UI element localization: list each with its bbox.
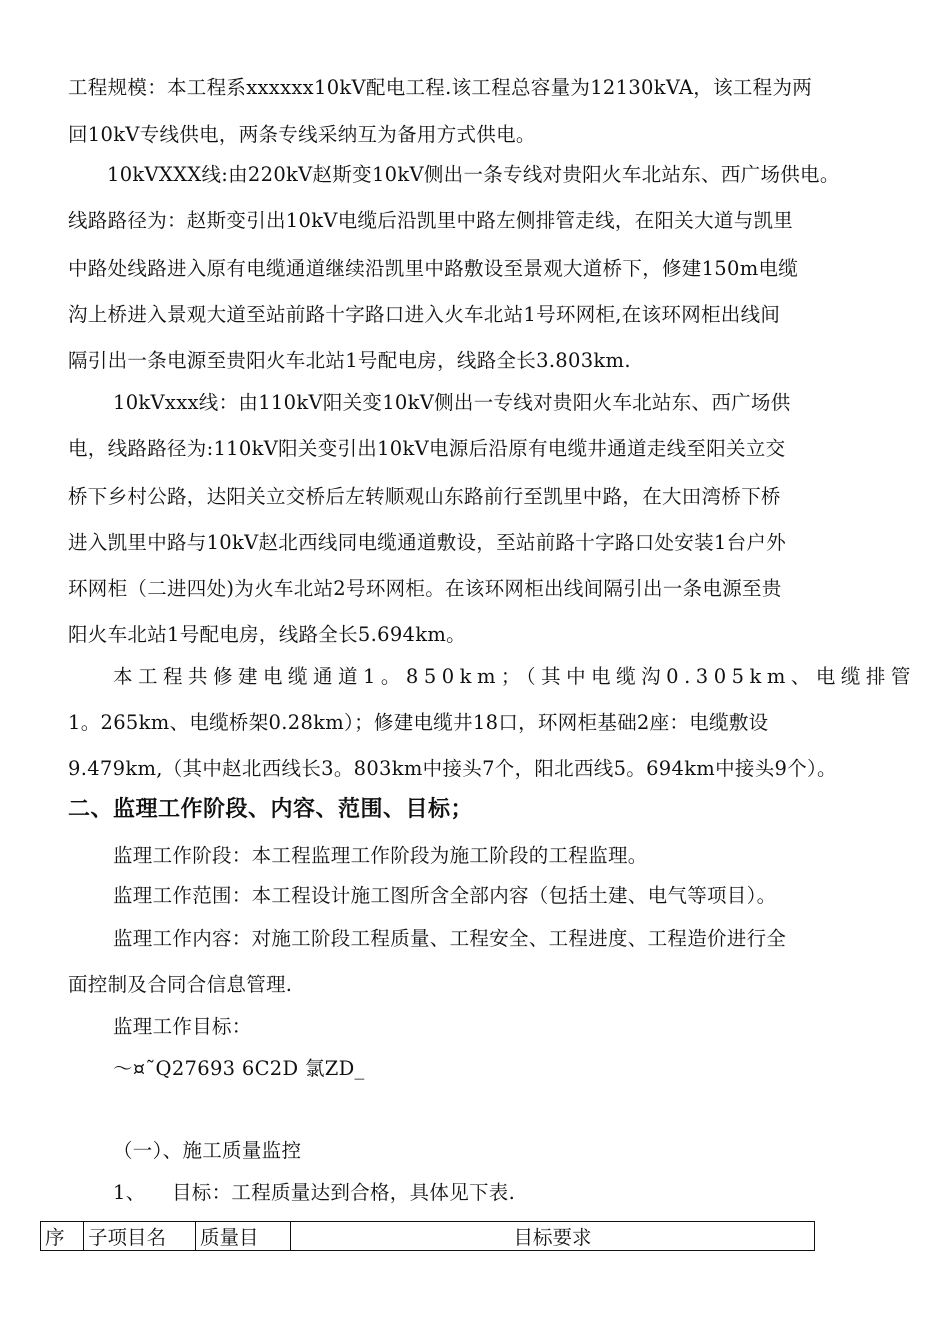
paragraph-line: 中路处线路进入原有电缆通道继续沿凯里中路敷设至景观大道桥下，修建150m电缆 <box>68 257 799 280</box>
table-header-cell: 质量目 <box>196 1222 291 1251</box>
paragraph-line: 隔引出一条电源至贵阳火车北站1号配电房，线路全长3.803km. <box>68 349 631 372</box>
list-item-text: 目标：工程质量达到合格，具体见下表. <box>172 1181 516 1204</box>
paragraph-line: 桥下乡村公路，达阳关立交桥后左转顺观山东路前行至凯里中路，在大田湾桥下桥 <box>68 485 781 508</box>
section-line: 监理工作范围：本工程设计施工图所含全部内容（包括土建、电气等项目）。 <box>113 884 777 907</box>
section-line: 面控制及合同合信息管理. <box>68 973 293 996</box>
section-line: 监理工作目标： <box>113 1015 252 1038</box>
paragraph-line: 本工程共修建电缆通道1。850km；（其中电缆沟0.305km、电缆排管 <box>113 665 916 688</box>
paragraph-line: 环网柜（二进四处)为火车北站2号环网柜。在该环网柜出线间隔引出一条电源至贵 <box>68 577 782 600</box>
table-header-cell: 目标要求 <box>291 1222 815 1251</box>
section-line: 监理工作内容：对施工阶段工程质量、工程安全、工程进度、工程造价进行全 <box>113 927 787 950</box>
table-header-row <box>41 1222 815 1251</box>
paragraph-line: 工程规模：本工程系xxxxxx10kV配电工程.该工程总容量为12130kVA，该工程为两 <box>68 76 813 99</box>
paragraph-line: 10kVXXX线:由220kV赵斯变10kV侧出一条专线对贵阳火车北站东、西广场供电。 <box>107 163 840 186</box>
paragraph-line: 进入凯里中路与10kV赵北西线同电缆通道敷设，至站前路十字路口处安装1台户外 <box>68 531 787 554</box>
paragraph-line: 电，线路路径为:110kV阳关变引出10kV电源后沿原有电缆井通道走线至阳关立交 <box>68 437 786 460</box>
paragraph-line: 阳火车北站1号配电房，线路全长5.694km。 <box>68 623 466 646</box>
paragraph-line: 线路路径为：赵斯变引出10kV电缆后沿凯里中路左侧排管走线，在阳关大道与凯里 <box>68 209 794 232</box>
garbled-line: ～¤˜Q27693 6C2D 氯ZD_ <box>113 1057 365 1080</box>
table-header-cell: 子项目名 <box>84 1222 196 1251</box>
paragraph-line: 10kVxxx线：由110kV阳关变10kV侧出一专线对贵阳火车北站东、西广场供 <box>113 391 791 414</box>
quality-target-table <box>40 1221 815 1251</box>
section-heading: 二、监理工作阶段、内容、范围、目标； <box>68 797 474 822</box>
paragraph-line: 9.479km,（其中赵北西线长3。803km中接头7个，阳北西线5。694km中接头9个）。 <box>68 757 837 780</box>
subsection-heading: （一）、施工质量监控 <box>113 1139 302 1162</box>
paragraph-line: 1。265km、电缆桥架0.28km）；修建电缆井18口，环网柜基础2座：电缆敷设 <box>68 711 769 734</box>
table-header-cell: 序 <box>41 1222 84 1251</box>
paragraph-line: 回10kV专线供电，两条专线采纳互为备用方式供电。 <box>68 123 536 146</box>
paragraph-line: 沟上桥进入景观大道至站前路十字路口进入火车北站1号环网柜,在该环网柜出线间 <box>68 303 781 326</box>
section-line: 监理工作阶段：本工程监理工作阶段为施工阶段的工程监理。 <box>113 844 648 867</box>
list-item-number: 1、 <box>113 1181 146 1204</box>
